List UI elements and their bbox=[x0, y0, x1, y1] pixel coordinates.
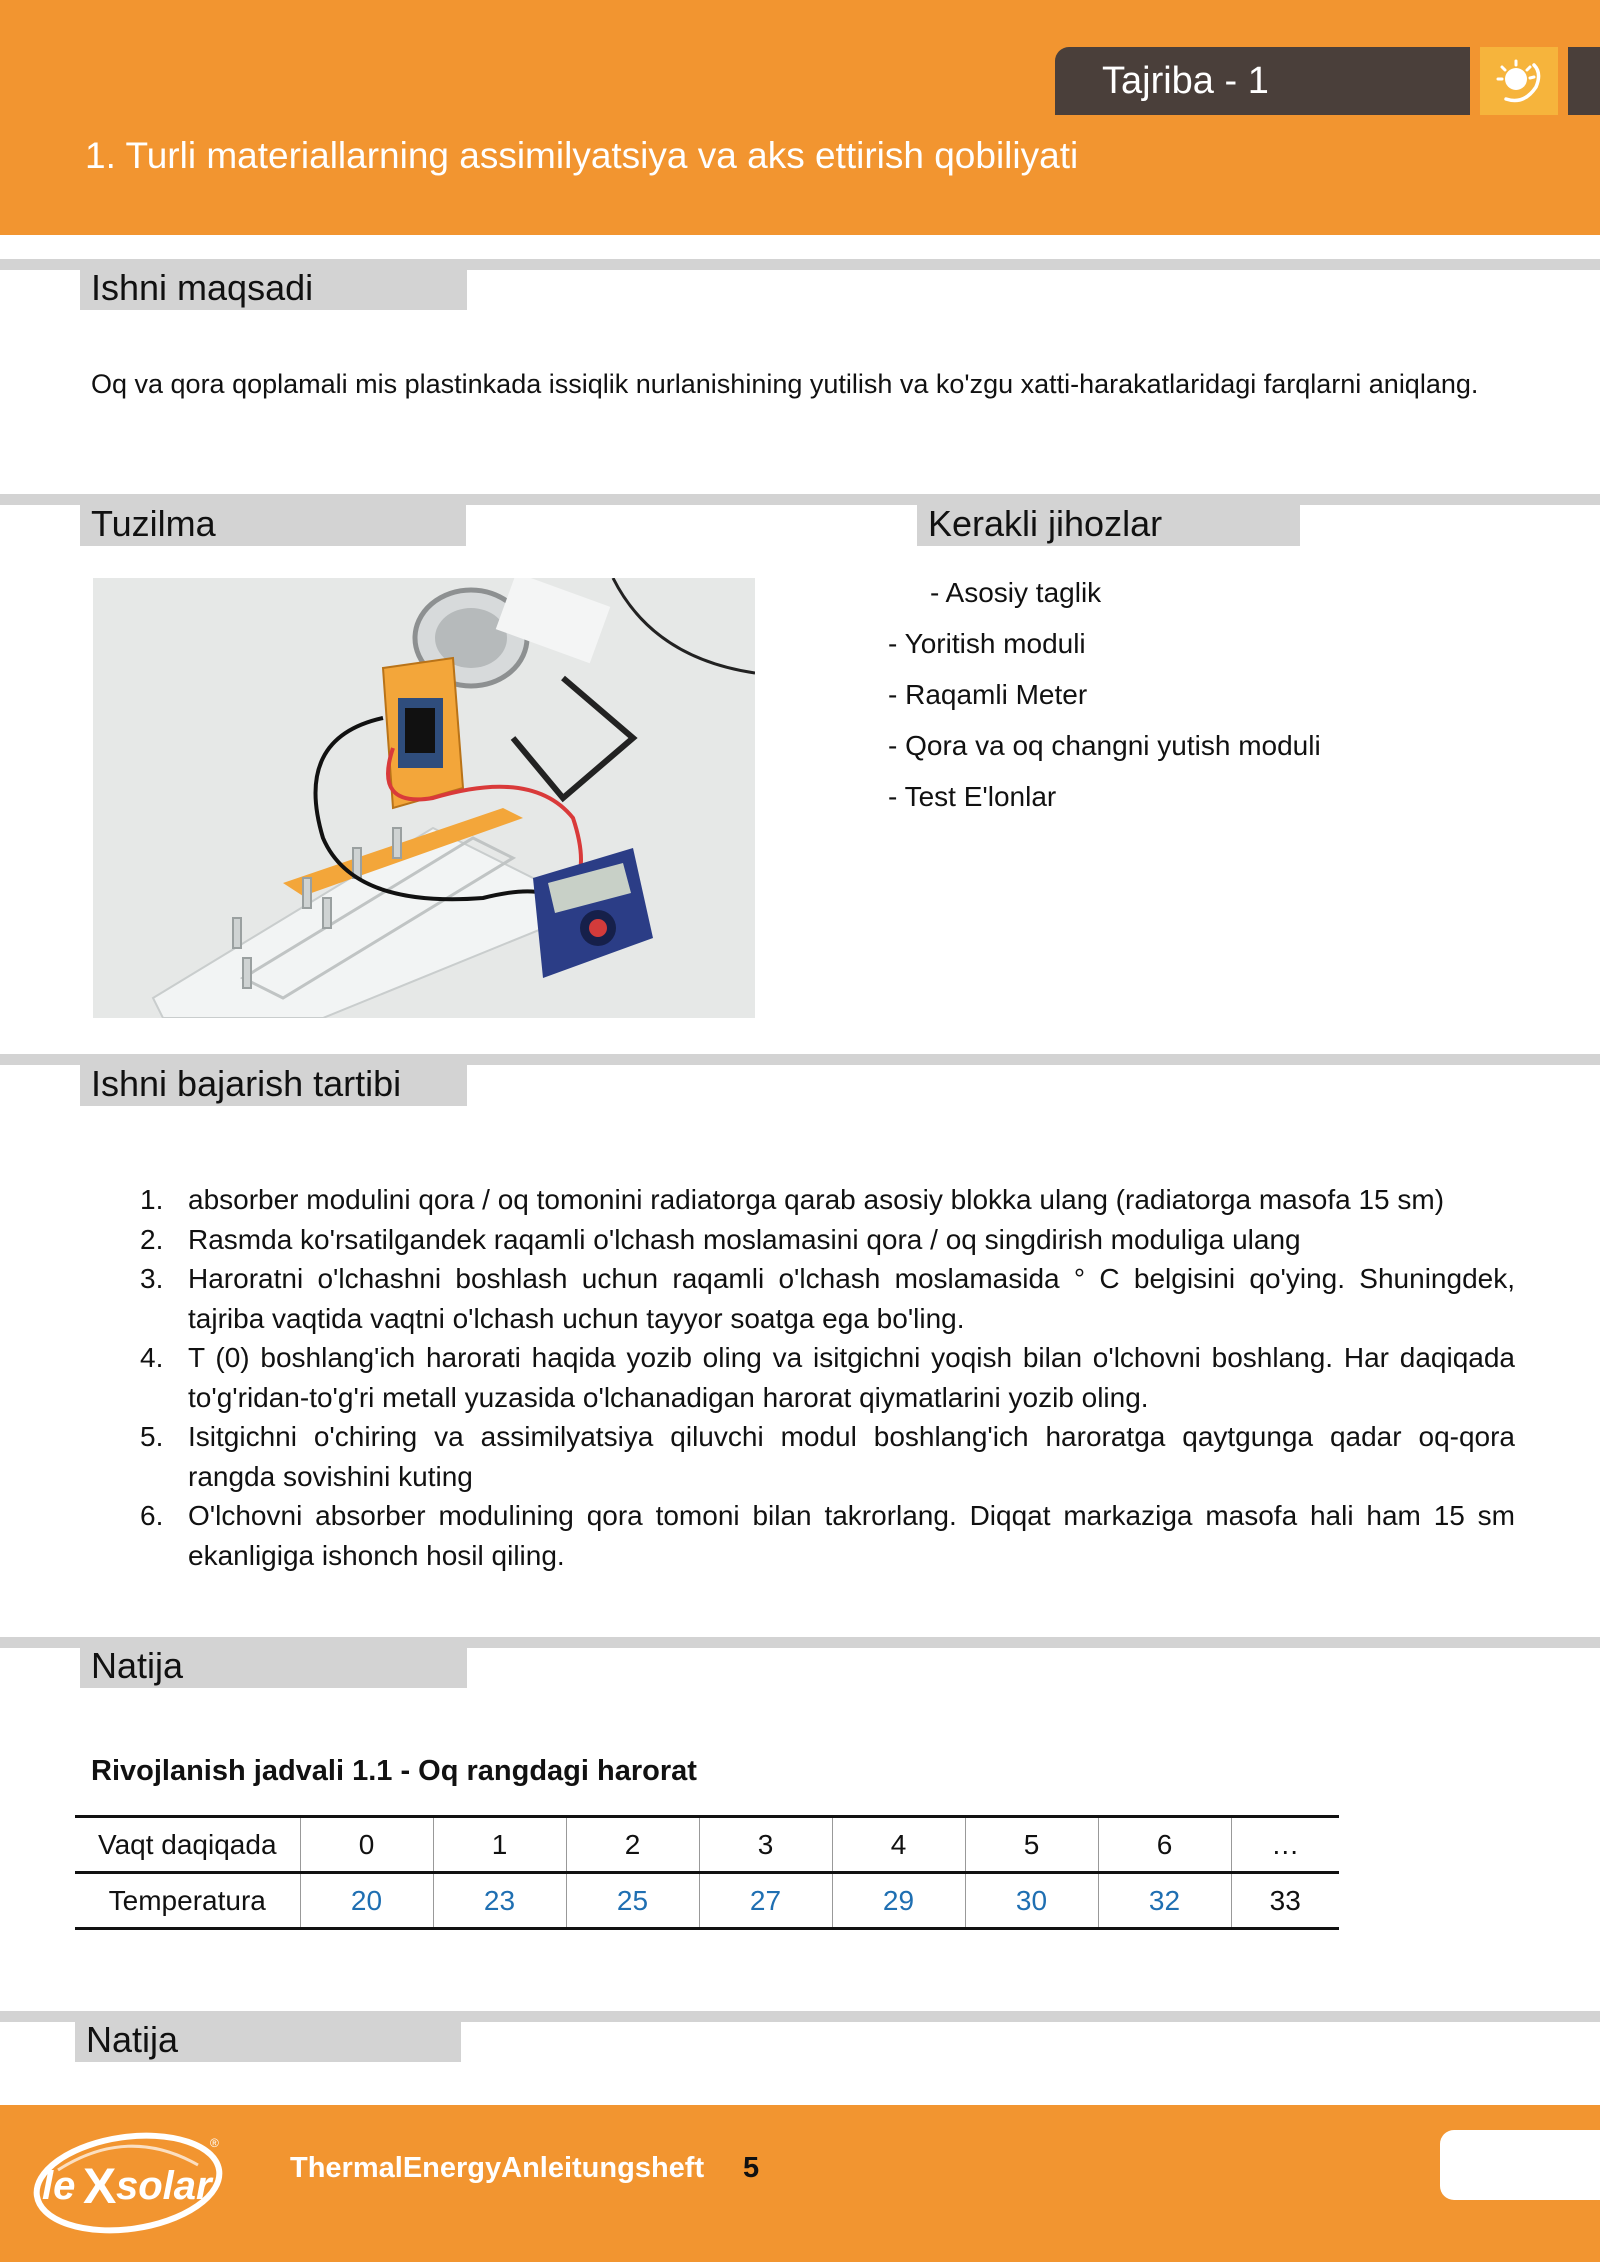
section-heading-result-2: Natija bbox=[75, 2018, 461, 2062]
experiment-tab-label: Tajriba - 1 bbox=[1102, 60, 1269, 102]
table-caption: Rivojlanish jadvali 1.1 - Oq rangdagi harorat bbox=[91, 1755, 697, 1787]
section-heading-result: Natija bbox=[80, 1644, 467, 1688]
row-label: Vaqt daqiqada bbox=[75, 1817, 300, 1873]
svg-text:le: le bbox=[42, 2164, 76, 2208]
sun-badge bbox=[1480, 47, 1558, 115]
table-cell: 1 bbox=[433, 1817, 566, 1873]
procedure-step: 6. O'lchovni absorber modulining qora tomoni bilan takrorlang. Diqqat markaziga masofa hali ham 15 sm ekanligiga ishonch hosil qiling. bbox=[140, 1500, 1515, 1571]
table-cell: 29 bbox=[832, 1873, 965, 1929]
page-number: 5 bbox=[743, 2152, 760, 2184]
procedure-step: 3. Haroratni o'lchashni boshlash uchun raqamli o'lchash moslamasida ° C belgisini qo'ying. Shuningdek, tajriba vaqtida vaqtni o'lchash uchun tayyor soatga ega bo'ling. bbox=[140, 1263, 1515, 1334]
svg-text:®: ® bbox=[210, 2136, 219, 2150]
results-table bbox=[75, 1815, 1339, 1930]
procedure-step: 2. Rasmda ko'rsatilgandek raqamli o'lchash moslamasini qora / oq singdirish moduliga ulang bbox=[140, 1223, 1301, 1255]
lexsolar-logo bbox=[28, 2125, 228, 2235]
table-row bbox=[75, 1873, 1339, 1929]
table-cell: 33 bbox=[1231, 1873, 1339, 1929]
equipment-item: - Yoritish moduli bbox=[888, 628, 1086, 659]
table-cell: 5 bbox=[965, 1817, 1098, 1873]
table-cell: 27 bbox=[699, 1873, 832, 1929]
table-cell: 23 bbox=[433, 1873, 566, 1929]
equipment-item: - Raqamli Meter bbox=[888, 679, 1088, 710]
footer-title: ThermalEnergyAnleitungsheft bbox=[290, 2152, 705, 2184]
section-heading-setup: Tuzilma bbox=[80, 502, 466, 546]
footer-tab bbox=[1440, 2130, 1600, 2200]
svg-text:X: X bbox=[83, 2158, 117, 2214]
table-row bbox=[75, 1817, 1339, 1873]
table-cell: 30 bbox=[965, 1873, 1098, 1929]
page-title: 1. Turli materiallarning assimilyatsiya va aks ettirish qobiliyati bbox=[85, 135, 1079, 176]
sun-icon bbox=[1480, 47, 1558, 115]
table-cell: 3 bbox=[699, 1817, 832, 1873]
page-footer bbox=[0, 2105, 1600, 2262]
experiment-tab bbox=[1055, 47, 1470, 115]
row-label: Temperatura bbox=[75, 1873, 300, 1929]
table-cell: 20 bbox=[300, 1873, 433, 1929]
procedure-step: 1. absorber modulini qora / oq tomonini radiatorga qarab asosiy blokka ulang (radiatorga masofa 15 sm) bbox=[140, 1184, 1445, 1215]
setup-photo bbox=[93, 578, 755, 1018]
page-header bbox=[0, 0, 1600, 235]
equipment-item: - Test E'lonlar bbox=[888, 781, 1057, 812]
equipment-item: - Qora va oq changni yutish moduli bbox=[888, 730, 1321, 761]
header-accent bbox=[1568, 47, 1600, 115]
aim-text: Oq va qora qoplamali mis plastinkada issiqlik nurlanishining yutilish va ko'zgu xatti-harakatlaridagi farqlarni aniqlang. bbox=[91, 369, 1479, 399]
table-cell: 0 bbox=[300, 1817, 433, 1873]
procedure-steps bbox=[135, 1180, 1515, 1575]
table-cell: 6 bbox=[1098, 1817, 1231, 1873]
table-cell: 32 bbox=[1098, 1873, 1231, 1929]
table-cell: 4 bbox=[832, 1817, 965, 1873]
svg-text:solar: solar bbox=[116, 2164, 212, 2208]
table-cell: 2 bbox=[566, 1817, 699, 1873]
table-cell: 25 bbox=[566, 1873, 699, 1929]
section-heading-aim: Ishni maqsadi bbox=[80, 266, 467, 310]
procedure-step: 5. Isitgichni o'chiring va assimilyatsiya qiluvchi modul boshlang'ich haroratga qaytgunga qadar oq-qora rangda sovishini kuting bbox=[140, 1421, 1515, 1492]
section-heading-equipment: Kerakli jihozlar bbox=[917, 502, 1300, 546]
procedure-step: 4. T (0) boshlang'ich harorati haqida yozib oling va isitgichni yoqish bilan o'lchovni boshlang. Har daqiqada to'g'ridan-to'g'ri metall yuzasida o'lchanadigan harorat qiymatlarini yozib oling. bbox=[140, 1342, 1515, 1413]
section-heading-procedure: Ishni bajarish tartibi bbox=[80, 1062, 467, 1106]
table-cell: … bbox=[1231, 1817, 1339, 1873]
equipment-item: - Asosiy taglik bbox=[930, 577, 1102, 608]
